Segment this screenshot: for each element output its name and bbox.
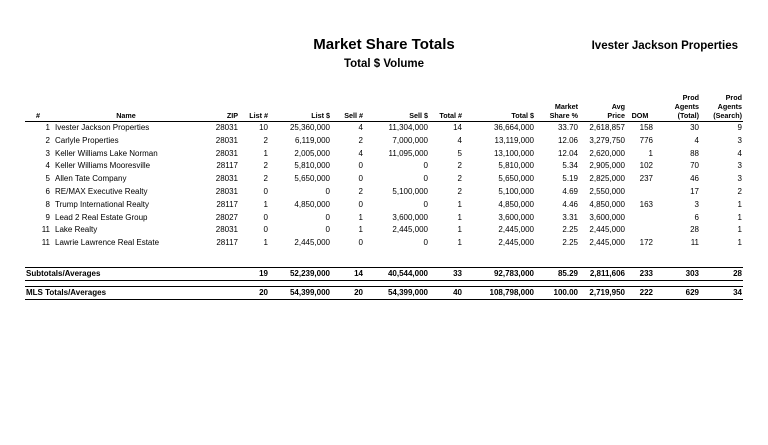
office-name: RE/MAX Executive Realty	[55, 186, 148, 196]
total-dollar: 2,445,000	[498, 225, 534, 235]
office-rank: 6	[45, 186, 50, 196]
dom: 237	[639, 174, 653, 184]
dom: 163	[639, 199, 653, 209]
mls-sell-dollar: 54,399,000	[364, 286, 429, 299]
prod-agents-total: 70	[690, 161, 699, 171]
mls-prod-search: 34	[700, 286, 743, 299]
list-dollar: 2,005,000	[294, 148, 330, 158]
office-name: Lead 2 Real Estate Group	[55, 212, 148, 222]
prod-agents-total: 6	[694, 212, 699, 222]
prod-agents-total: 28	[690, 225, 699, 235]
subtotals-sell-dollar: 40,544,000	[364, 267, 429, 280]
prod-agents-total: 17	[690, 186, 699, 196]
subtotals-total-count: 33	[429, 267, 463, 280]
office-name: Ivester Jackson Properties	[55, 123, 150, 132]
total-dollar: 5,100,000	[498, 186, 534, 196]
dom: 776	[639, 135, 653, 145]
list-dollar: 2,445,000	[294, 238, 330, 248]
office-name: Allen Tate Company	[55, 174, 127, 184]
col-header-sell-count: Sell #	[331, 90, 364, 122]
table-row	[25, 199, 743, 212]
mls-list-dollar: 54,399,000	[269, 286, 331, 299]
sell-dollar: 2,445,000	[392, 225, 428, 235]
office-zip: 28117	[216, 238, 238, 248]
col-header-rank: #	[25, 90, 51, 122]
sell-count: 1	[358, 225, 363, 235]
mls-totals-row	[25, 286, 743, 299]
subtotals-list-count: 19	[239, 267, 269, 280]
market-line1: Market	[554, 102, 578, 111]
prod-agents-search: 9	[737, 123, 742, 132]
office-rank: 9	[45, 212, 50, 222]
market-share: 2.25	[562, 238, 578, 248]
avg-price: 2,905,000	[589, 161, 625, 171]
subtotals-avg-price: 2,811,606	[579, 267, 626, 280]
sell-dollar: 7,000,000	[392, 135, 428, 145]
office-name: Carlyle Properties	[55, 135, 119, 145]
total-dollar: 36,664,000	[493, 123, 534, 132]
sell-count: 0	[358, 238, 363, 248]
dom: 172	[639, 238, 653, 248]
prod-agents-total: 4	[694, 135, 699, 145]
subtotals-sell-count: 14	[331, 267, 364, 280]
table-row	[25, 186, 743, 199]
avg-line1: Avg	[611, 102, 625, 111]
total-count: 2	[457, 161, 462, 171]
col-header-name: Name	[51, 90, 201, 122]
market-share: 4.69	[562, 186, 578, 196]
sell-count: 0	[358, 199, 363, 209]
sell-dollar: 0	[423, 238, 428, 248]
office-name: Lake Realty	[55, 225, 98, 235]
total-dollar: 5,810,000	[498, 161, 534, 171]
list-count: 1	[263, 199, 268, 209]
prod-agents-search: 4	[737, 148, 742, 158]
prod-total-line1: Prod	[682, 93, 699, 102]
table-row	[25, 212, 743, 225]
sell-dollar: 0	[423, 161, 428, 171]
prod-agents-total: 46	[690, 174, 699, 184]
total-dollar: 2,445,000	[498, 238, 534, 248]
mls-avg-price: 2,719,950	[579, 286, 626, 299]
sell-dollar: 0	[423, 199, 428, 209]
office-zip: 28027	[215, 212, 238, 222]
spacer-row	[25, 250, 743, 268]
avg-price: 3,279,750	[589, 135, 625, 145]
prod-agents-total: 11	[690, 238, 699, 248]
col-header-market-share	[535, 90, 579, 122]
office-zip: 28031	[215, 123, 238, 132]
list-dollar: 25,360,000	[289, 123, 330, 132]
market-share: 12.04	[557, 148, 578, 158]
office-rank: 5	[45, 174, 50, 184]
market-share: 5.34	[562, 161, 578, 171]
total-count: 4	[457, 135, 462, 145]
avg-price: 2,550,000	[589, 186, 625, 196]
subtotals-share: 85.29	[535, 267, 579, 280]
mls-dom: 222	[626, 286, 654, 299]
office-zip: 28117	[216, 199, 238, 209]
total-dollar: 4,850,000	[498, 199, 534, 209]
list-dollar: 5,650,000	[294, 174, 330, 184]
list-count: 2	[263, 135, 268, 145]
table-header-row	[25, 90, 743, 122]
list-dollar: 0	[325, 212, 330, 222]
table-row	[25, 224, 743, 237]
office-rank: 11	[41, 238, 50, 248]
office-rank: 2	[45, 135, 50, 145]
prod-agents-total: 88	[690, 148, 699, 158]
office-rank: 8	[45, 199, 50, 209]
avg-price: 2,618,857	[589, 123, 625, 132]
sell-count: 2	[358, 186, 363, 196]
total-count: 2	[457, 186, 462, 196]
office-rank: 4	[45, 161, 50, 171]
prod-agents-search: 1	[737, 238, 742, 248]
total-count: 1	[457, 238, 462, 248]
total-count: 1	[457, 225, 462, 235]
office-rank: 11	[41, 225, 50, 235]
market-line2: Share %	[549, 111, 578, 120]
prod-agents-search: 3	[737, 174, 742, 184]
list-dollar: 6,119,000	[295, 135, 330, 145]
total-dollar: 13,119,000	[494, 135, 534, 145]
col-header-dom: DOM	[626, 90, 654, 122]
mls-prod-total: 629	[654, 286, 700, 299]
office-zip: 28031	[215, 148, 238, 158]
avg-price: 3,600,000	[589, 212, 625, 222]
table-row	[25, 135, 743, 148]
market-share: 4.46	[562, 199, 578, 209]
dom: 1	[648, 148, 653, 158]
table-row	[25, 173, 743, 186]
mls-share: 100.00	[535, 286, 579, 299]
col-header-total-dollar: Total $	[463, 90, 535, 122]
subtotals-prod-search: 28	[700, 267, 743, 280]
mls-totals-label: MLS Totals/Averages	[25, 286, 239, 299]
office-name: Keller Williams Lake Norman	[55, 148, 158, 158]
sell-count: 4	[358, 123, 363, 132]
prod-search-line3: (Search)	[713, 111, 742, 120]
mls-sell-count: 20	[331, 286, 364, 299]
total-count: 1	[457, 199, 462, 209]
col-header-list-count: List #	[239, 90, 269, 122]
col-header-sell-dollar: Sell $	[364, 90, 429, 122]
table-row	[25, 122, 743, 135]
subtotals-dom: 233	[626, 267, 654, 280]
list-count: 0	[263, 212, 268, 222]
avg-price: 4,850,000	[589, 199, 625, 209]
list-dollar: 0	[325, 225, 330, 235]
subtotals-row	[25, 267, 743, 280]
list-count: 2	[263, 174, 268, 184]
office-zip: 28031	[215, 135, 238, 145]
total-dollar: 5,650,000	[498, 174, 534, 184]
total-count: 5	[457, 148, 462, 158]
prod-total-line2: Agents	[674, 102, 699, 111]
subtotals-total-dollar: 92,783,000	[463, 267, 535, 280]
dom: 158	[639, 123, 653, 132]
sell-count: 0	[358, 161, 363, 171]
list-count: 2	[263, 161, 268, 171]
mls-total-count: 40	[429, 286, 463, 299]
mls-total-dollar: 108,798,000	[463, 286, 535, 299]
avg-price: 2,825,000	[589, 174, 625, 184]
mls-list-count: 20	[239, 286, 269, 299]
total-dollar: 13,100,000	[493, 148, 534, 158]
office-name: Lawrie Lawrence Real Estate	[55, 238, 160, 248]
prod-agents-search: 1	[737, 212, 742, 222]
dom	[626, 224, 654, 237]
market-share: 3.31	[562, 212, 578, 222]
office-name: Keller Williams Mooresville	[55, 161, 151, 171]
list-dollar: 0	[325, 186, 330, 196]
list-dollar: 4,850,000	[294, 199, 330, 209]
prod-agents-total: 3	[694, 199, 699, 209]
prod-agents-search: 1	[737, 199, 742, 209]
avg-price: 2,620,000	[589, 148, 625, 158]
list-count: 0	[263, 225, 268, 235]
prod-agents-search: 2	[737, 186, 742, 196]
subtotals-list-dollar: 52,239,000	[269, 267, 331, 280]
list-count: 1	[263, 148, 268, 158]
subtotals-prod-total: 303	[654, 267, 700, 280]
dom	[626, 212, 654, 225]
prod-agents-search: 3	[737, 135, 742, 145]
dom	[626, 186, 654, 199]
col-header-prod-search	[700, 90, 743, 122]
sell-count: 0	[358, 174, 363, 184]
table-row	[25, 148, 743, 161]
office-rank: 3	[45, 148, 50, 158]
office-rank: 1	[45, 123, 50, 132]
prod-agents-search: 1	[737, 225, 742, 235]
table-row	[25, 237, 743, 250]
sell-dollar: 5,100,000	[392, 186, 428, 196]
subtotals-label: Subtotals/Averages	[25, 267, 239, 280]
office-zip: 28031	[215, 225, 238, 235]
col-header-prod-total	[654, 90, 700, 122]
sell-count: 4	[358, 148, 363, 158]
market-share: 5.19	[562, 174, 578, 184]
market-share: 2.25	[562, 225, 578, 235]
report-subtitle: Total $ Volume	[343, 58, 425, 70]
total-count: 1	[457, 212, 462, 222]
market-share-table	[25, 90, 743, 300]
sell-dollar: 3,600,000	[392, 212, 428, 222]
total-dollar: 3,600,000	[498, 212, 534, 222]
col-header-total-count: Total #	[429, 90, 463, 122]
avg-price: 2,445,000	[589, 238, 625, 248]
company-name: Ivester Jackson Properties	[591, 40, 738, 52]
list-count: 0	[263, 186, 268, 196]
sell-count: 1	[358, 212, 363, 222]
sell-dollar: 11,304,000	[388, 123, 428, 132]
avg-price: 2,445,000	[589, 225, 625, 235]
sell-count: 2	[358, 135, 363, 145]
prod-search-line1: Prod	[725, 93, 742, 102]
office-zip: 28117	[216, 161, 238, 171]
market-share: 33.70	[557, 123, 578, 132]
office-zip: 28031	[215, 174, 238, 184]
prod-agents-search: 3	[737, 161, 742, 171]
list-count: 1	[263, 238, 268, 248]
total-count: 14	[453, 123, 462, 132]
prod-total-line3: (Total)	[677, 111, 699, 120]
market-share: 12.06	[557, 135, 578, 145]
report-title: Market Share Totals	[313, 36, 455, 53]
col-header-avg-price	[579, 90, 626, 122]
avg-line2: Price	[607, 111, 625, 120]
table-row	[25, 160, 743, 173]
col-header-zip: ZIP	[201, 90, 239, 122]
prod-agents-total: 30	[690, 123, 699, 132]
dom: 102	[639, 161, 653, 171]
sell-dollar: 11,095,000	[388, 148, 428, 158]
total-count: 2	[457, 174, 462, 184]
office-zip: 28031	[215, 186, 238, 196]
list-count: 10	[259, 123, 268, 132]
col-header-list-dollar: List $	[269, 90, 331, 122]
sell-dollar: 0	[423, 174, 428, 184]
list-dollar: 5,810,000	[294, 161, 330, 171]
office-name: Trump International Realty	[55, 199, 149, 209]
prod-search-line2: Agents	[717, 102, 742, 111]
